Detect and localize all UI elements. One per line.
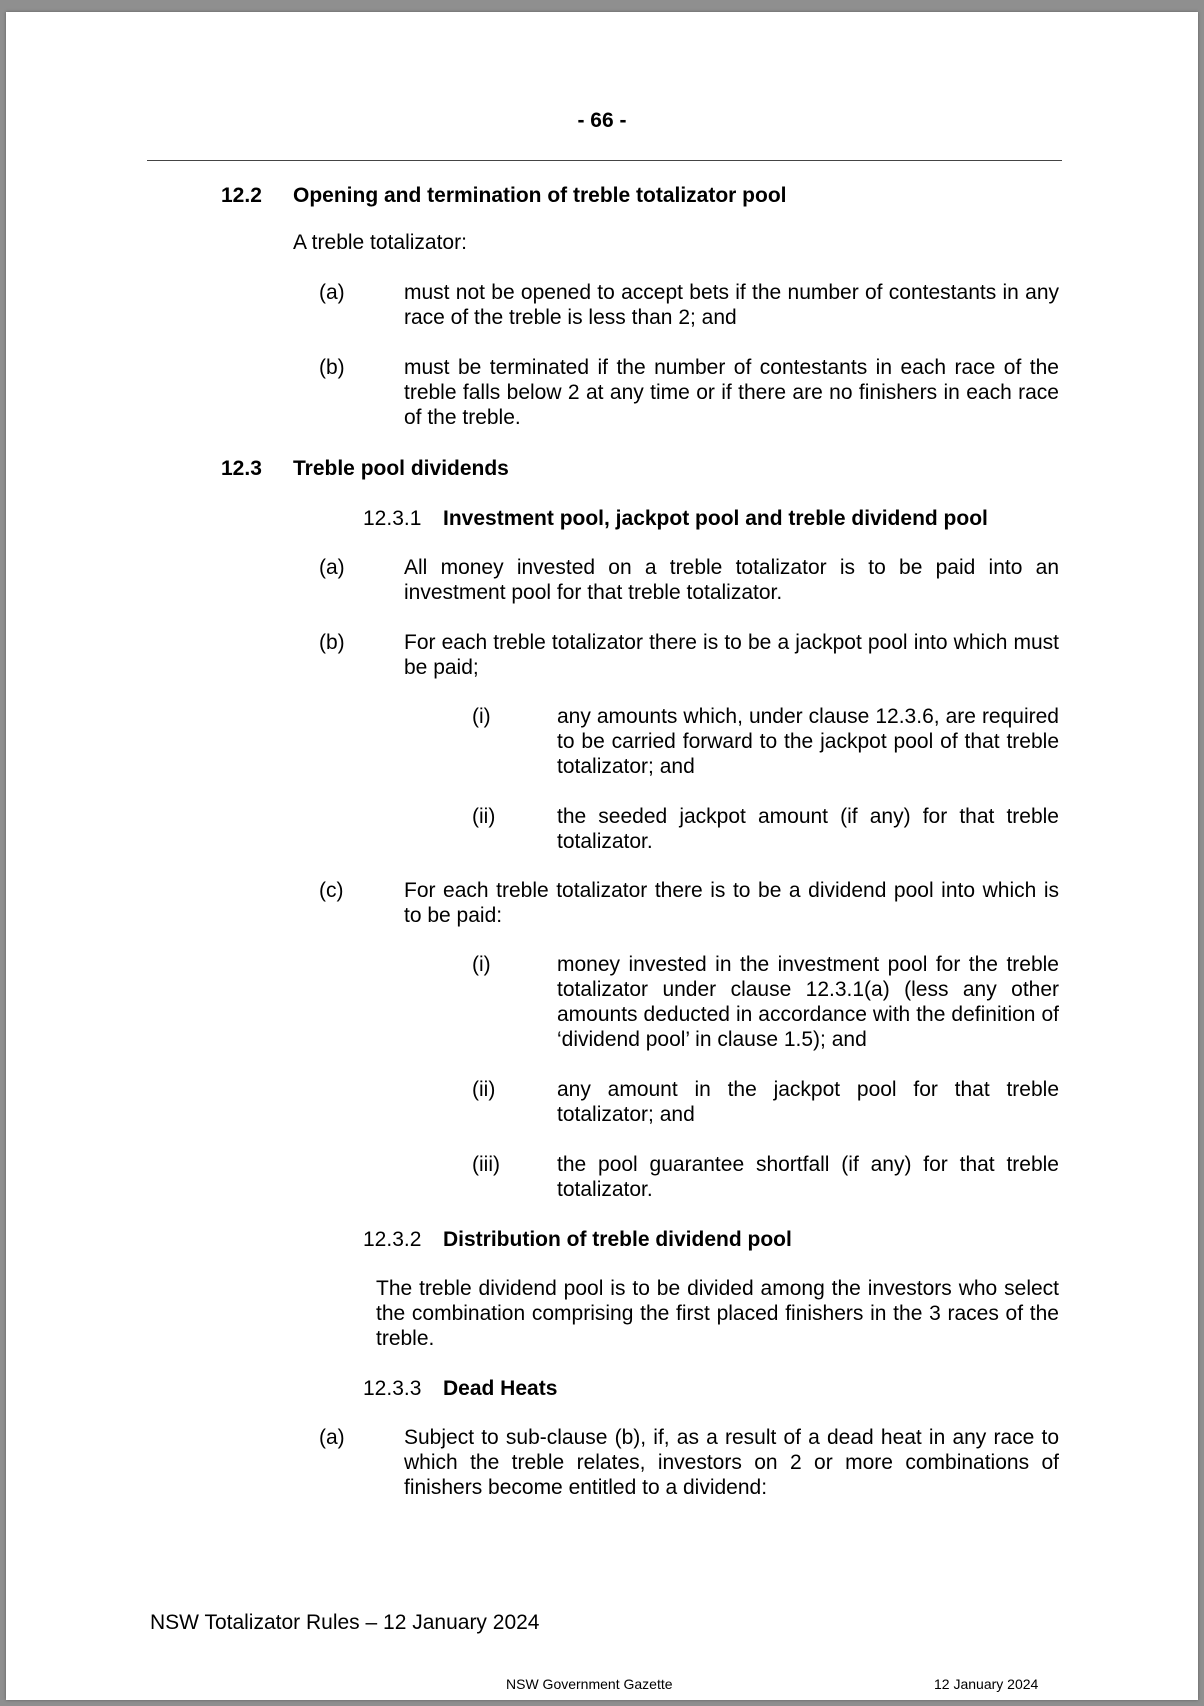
item-text: All money invested on a treble totalizator is to be paid into an investment pool for that treble totalizator.: [404, 556, 1059, 604]
item-text: For each treble totalizator there is to be a dividend pool into which is to be paid:: [404, 879, 1059, 927]
footer-gazette: NSW Government Gazette: [506, 1676, 673, 1692]
subitem-label: (ii): [472, 805, 496, 828]
item-label: (b): [319, 631, 345, 654]
footer-rules-title: NSW Totalizator Rules – 12 January 2024: [150, 1611, 540, 1634]
item-label: (a): [319, 1426, 345, 1449]
subsection-number: 12.3.3: [363, 1377, 422, 1400]
item-label: (a): [319, 556, 345, 579]
subitem-label: (i): [472, 953, 491, 976]
subsection-number: 12.3.1: [363, 507, 422, 530]
subitem-text: any amount in the jackpot pool for that treble totalizator; and: [557, 1078, 1059, 1126]
subsection-number: 12.3.2: [363, 1228, 422, 1251]
section-number: 12.3: [221, 457, 262, 480]
header-rule: [147, 160, 1062, 161]
section-heading: Opening and termination of treble totalizator pool: [293, 184, 787, 207]
item-label: (b): [319, 356, 345, 379]
subsection-heading: Investment pool, jackpot pool and treble dividend pool: [443, 507, 988, 530]
subitem-text: any amounts which, under clause 12.3.6, are required to be carried forward to the jackpot pool of that treble totalizator; and: [557, 705, 1059, 778]
footer-date: 12 January 2024: [934, 1676, 1039, 1692]
subsection-heading: Dead Heats: [443, 1377, 558, 1400]
section-heading: Treble pool dividends: [293, 457, 509, 480]
subitem-text: money invested in the investment pool for the treble totalizator under clause 12.3.1(a) (less any other amounts deducted in accordance with the definition of ‘dividend pool’ in clause 1.5); and: [557, 953, 1059, 1051]
subitem-label: (i): [472, 705, 491, 728]
item-text: Subject to sub-clause (b), if, as a result of a dead heat in any race to which the treble relates, investors on 2 or more combinations of finishers become entitled to a dividend:: [404, 1426, 1059, 1499]
subitem-text: the pool guarantee shortfall (if any) for that treble totalizator.: [557, 1153, 1059, 1201]
item-label: (c): [319, 879, 344, 902]
item-label: (a): [319, 281, 345, 304]
item-text: must not be opened to accept bets if the number of contestants in any race of the treble is less than 2; and: [404, 281, 1059, 329]
subitem-label: (iii): [472, 1153, 500, 1176]
page-number: - 66 -: [577, 109, 627, 132]
subsection-heading: Distribution of treble dividend pool: [443, 1228, 792, 1251]
section-number: 12.2: [221, 184, 262, 207]
item-text: must be terminated if the number of contestants in each race of the treble falls below 2 at any time or if there are no finishers in each race of the treble.: [404, 356, 1059, 429]
subitem-label: (ii): [472, 1078, 496, 1101]
section-intro: A treble totalizator:: [293, 231, 467, 254]
subsection-paragraph: The treble dividend pool is to be divided among the investors who select the combination comprising the first placed finishers in the 3 races of the treble.: [376, 1277, 1059, 1350]
item-text: For each treble totalizator there is to be a jackpot pool into which must be paid;: [404, 631, 1059, 679]
subitem-text: the seeded jackpot amount (if any) for that treble totalizator.: [557, 805, 1059, 853]
document-page: [6, 12, 1198, 1700]
